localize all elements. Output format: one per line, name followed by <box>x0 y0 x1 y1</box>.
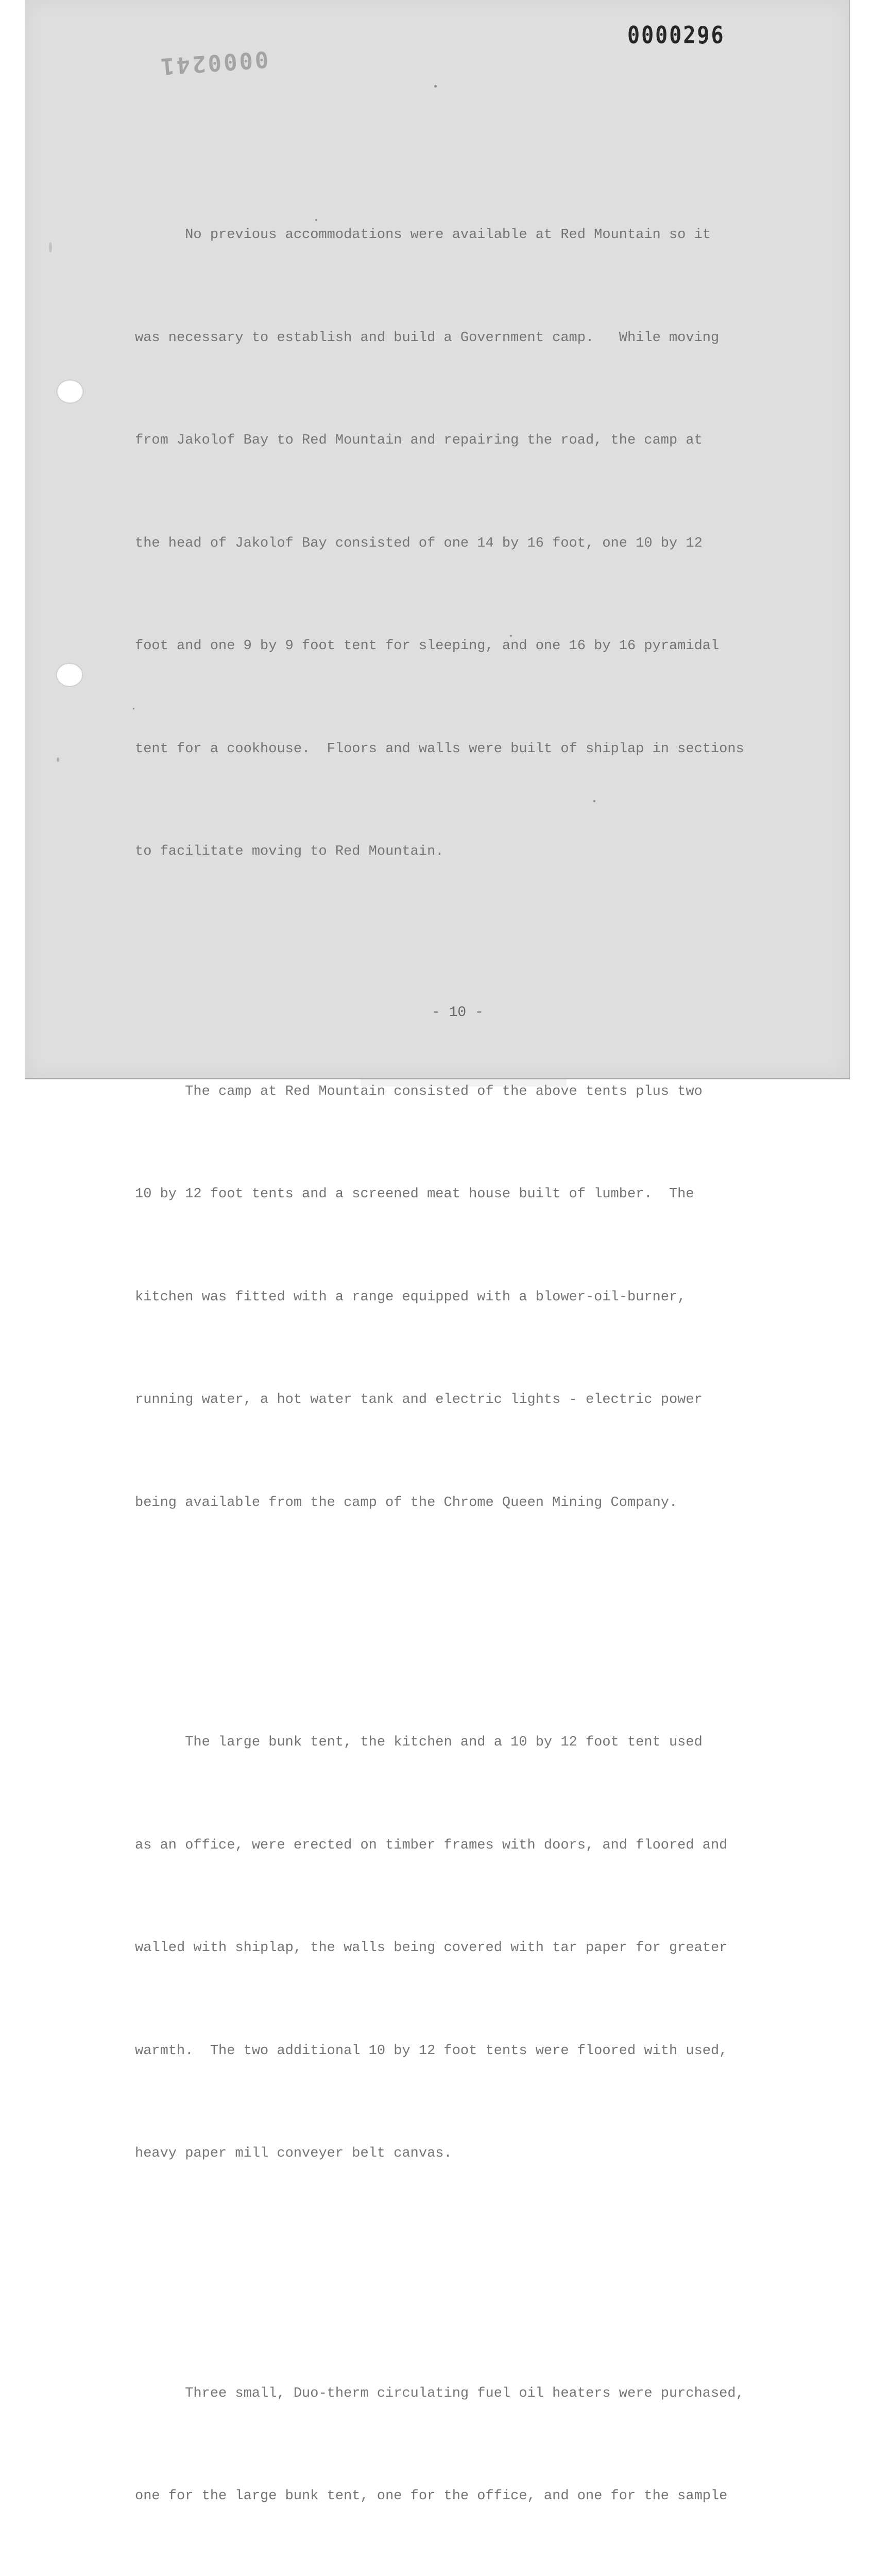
scan-speck <box>133 708 134 709</box>
text-line: running water, a hot water tank and electric lights - electric power <box>135 1383 774 1417</box>
stamped-number-inverted: 0000241 <box>158 46 269 80</box>
scan-speck <box>315 219 317 221</box>
page-number: - 10 - <box>432 1005 484 1021</box>
scan-speck <box>434 85 437 88</box>
punch-hole-top <box>57 380 83 403</box>
text-line: the head of Jakolof Bay consisted of one 14 by 16 foot, one 10 by 12 <box>135 527 774 561</box>
paragraph-2 <box>135 1006 774 1589</box>
paragraph-4 <box>135 2308 774 2576</box>
text-line: warmth. The two additional 10 by 12 foot tents were floored with used, <box>135 2034 774 2069</box>
text-line: 10 by 12 foot tents and a screened meat house built of lumber. The <box>135 1177 774 1212</box>
text-line: tent for a cookhouse. Floors and walls were built of shiplap in sections <box>135 732 774 767</box>
text-line: The camp at Red Mountain consisted of the above tents plus two <box>135 1075 774 1109</box>
text-line: walled with shiplap, the walls being covered with tar paper for greater <box>135 1931 774 1965</box>
text-line: was necessary to establish and build a Government camp. While moving <box>135 321 774 355</box>
punch-hole-bottom <box>57 664 82 686</box>
text-line: being available from the camp of the Chrome Queen Mining Company. <box>135 1486 774 1520</box>
text-line: Three small, Duo-therm circulating fuel oil heaters were purchased, <box>135 2377 774 2411</box>
text-line: from Jakolof Bay to Red Mountain and repairing the road, the camp at <box>135 423 774 458</box>
text-line: The large bunk tent, the kitchen and a 10 by 12 foot tent used <box>135 1725 774 1760</box>
scan-speck <box>510 635 512 637</box>
text-line: foot and one 9 by 9 foot tent for sleeping, and one 16 by 16 pyramidal <box>135 629 774 664</box>
scan-speck <box>593 800 595 802</box>
scan-speck <box>49 242 52 252</box>
text-line: as an office, were erected on timber frames with doors, and floored and <box>135 1828 774 1863</box>
paragraph-3 <box>135 1657 774 2240</box>
text-line: to facilitate moving to Red Mountain. <box>135 835 774 869</box>
text-line: heavy paper mill conveyer belt canvas. <box>135 2137 774 2171</box>
document-number: 0000296 <box>627 22 725 49</box>
text-line: No previous accommodations were available at Red Mountain so it <box>135 218 774 252</box>
text-line: one for the large bunk tent, one for the office, and one for the sample <box>135 2479 774 2514</box>
scan-speck <box>57 757 59 762</box>
document-body <box>135 81 774 2576</box>
paragraph-1 <box>135 149 774 938</box>
text-line: kitchen was fitted with a range equipped with a blower-oil-burner, <box>135 1280 774 1315</box>
